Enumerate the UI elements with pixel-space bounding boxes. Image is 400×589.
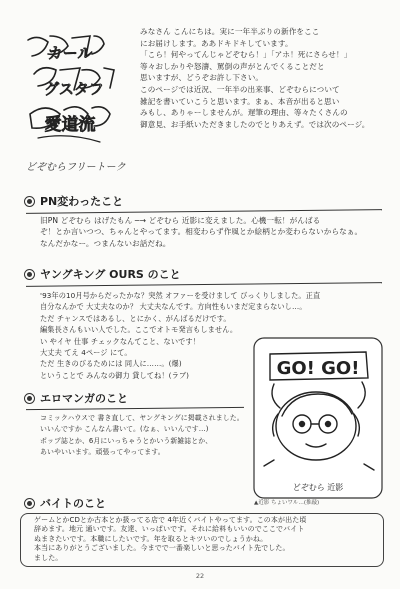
body-line: ただ チャンスではあるし、とにかく、がんばるだけです。 <box>40 313 231 323</box>
section-heading-bait <box>24 492 106 514</box>
intro-line: 御意見、お手紙いただきましたのでとりあえず。では次のページ。 <box>140 119 370 129</box>
body-line: 本当にありがとうございました。今までで一番楽しいと思ったバイト先でした。 <box>34 544 290 553</box>
body-line: '93年の10月号からだったかな？突然 オファーを受けまして びっくりしました。正直 <box>40 291 321 300</box>
title-line3: 愛道流 <box>44 115 96 135</box>
subtitle: どぞむらフリートーク <box>26 162 126 173</box>
section-body-bait <box>34 516 306 563</box>
body-line: 自分なんかで 大丈夫なのか？ 大丈夫なんです。方向性もいまだ定まらないし…。 <box>40 302 307 312</box>
section-heading-label: バイトのこと <box>40 497 106 510</box>
intro-line: 思いますが、どうぞお許し下さい。 <box>140 73 264 83</box>
title-line2: グスタフ <box>44 80 104 98</box>
bullet-icon <box>24 498 35 509</box>
artist-label: どぞむら 近影 <box>292 483 344 492</box>
self-portrait-illustration <box>252 336 384 506</box>
section-heading-pn <box>24 190 123 212</box>
body-line: ゲームとかCDとか古本とか扱ってる店で 4年近くバイトやってます。この本が出た頃 <box>34 516 307 524</box>
illustration-caption: ▲近影 ちょいワル…(推敲) <box>254 500 320 506</box>
section-body-eromanga <box>40 413 244 459</box>
bullet-icon <box>24 393 35 404</box>
body-line: あいやいいます。頑張ってやってます。 <box>40 448 165 457</box>
section-heading-eromanga <box>24 387 128 409</box>
title-line1: カール <box>47 44 93 62</box>
section-heading-label: ヤングキング OURS のこと <box>40 268 181 281</box>
intro-line: 等々おしかりや怒濤、罵倒の声がとんでくることだと <box>140 61 325 71</box>
body-line: 旧PN どぞむら はげたもん ─→ どぞむら 近影に変えました。心機一転！がんばる <box>40 216 321 225</box>
body-line: 大丈夫 てえ 4ページ にて。 <box>40 347 132 357</box>
body-line: 辞めます。地元 通いです。友達、いっぱいです。それに給料もいいのでここでバイト <box>34 525 305 534</box>
intro-line: みなさん こんにちは。実に一年半ぶりの新作をここ <box>140 27 320 36</box>
intro-line: にお届けします。ああドキドキしています。 <box>140 38 293 48</box>
bullet-icon <box>24 196 35 207</box>
section-heading-yk <box>24 263 181 285</box>
intro-line: このページでは近況、一年半の出来事、どぞむらについて <box>140 84 340 94</box>
body-line: ただ 生きのびるためには 同人に……。(爆) <box>40 359 182 369</box>
section-heading-label: PN変わったこと <box>40 195 124 208</box>
body-line: ということで みんなの御力 貸してね！(ラブ) <box>40 370 190 380</box>
body-line: い やイヤ 仕事 チェックなんてこと、ないです！ <box>40 336 200 346</box>
body-line: ぬまきたいです。本職にしたいです。年を取るとキツいのでしょうかね。 <box>34 534 268 543</box>
bullet-icon <box>24 269 35 280</box>
body-line: コミックハウスで 書き直して、ヤングキングに掲載されました。 <box>40 414 244 422</box>
body-line: ました。 <box>34 553 63 562</box>
body-line: ポップ誌とか、6月にいっちゃうとかいう新雑誌とか、 <box>40 436 213 445</box>
intro-text <box>140 26 390 130</box>
body-line: 編集長さんもいい人でした。ここでオトモ発言もしません。 <box>40 325 238 335</box>
title-logo <box>20 30 124 170</box>
body-line: ぞ！とか言いつつ、ちゃんとやってます。相変わらず作風とか絵柄とか変わらないからなぁ。 <box>40 227 363 237</box>
body-line: いいんですか こんなん書いて。(なぁ、いいんです…) <box>40 425 209 434</box>
page-number: 22 <box>195 572 205 580</box>
intro-line: 「こら！何やってんじゃどぞむら！」「アホ！死にさらせ！」 <box>140 50 352 60</box>
intro-line: 雑記を書いていこうと思います。まぁ、本音が出ると思い <box>140 96 340 106</box>
intro-line: みもし、ありゃーしませんが。遅筆の理由、等々たくさんの <box>140 108 348 118</box>
body-line: なんだかなー。つまんないお話だね。 <box>40 238 171 248</box>
section-body-pn <box>40 215 362 249</box>
section-heading-label: エロマンガのこと <box>40 392 128 405</box>
sign-text: GO! GO! <box>276 358 360 379</box>
